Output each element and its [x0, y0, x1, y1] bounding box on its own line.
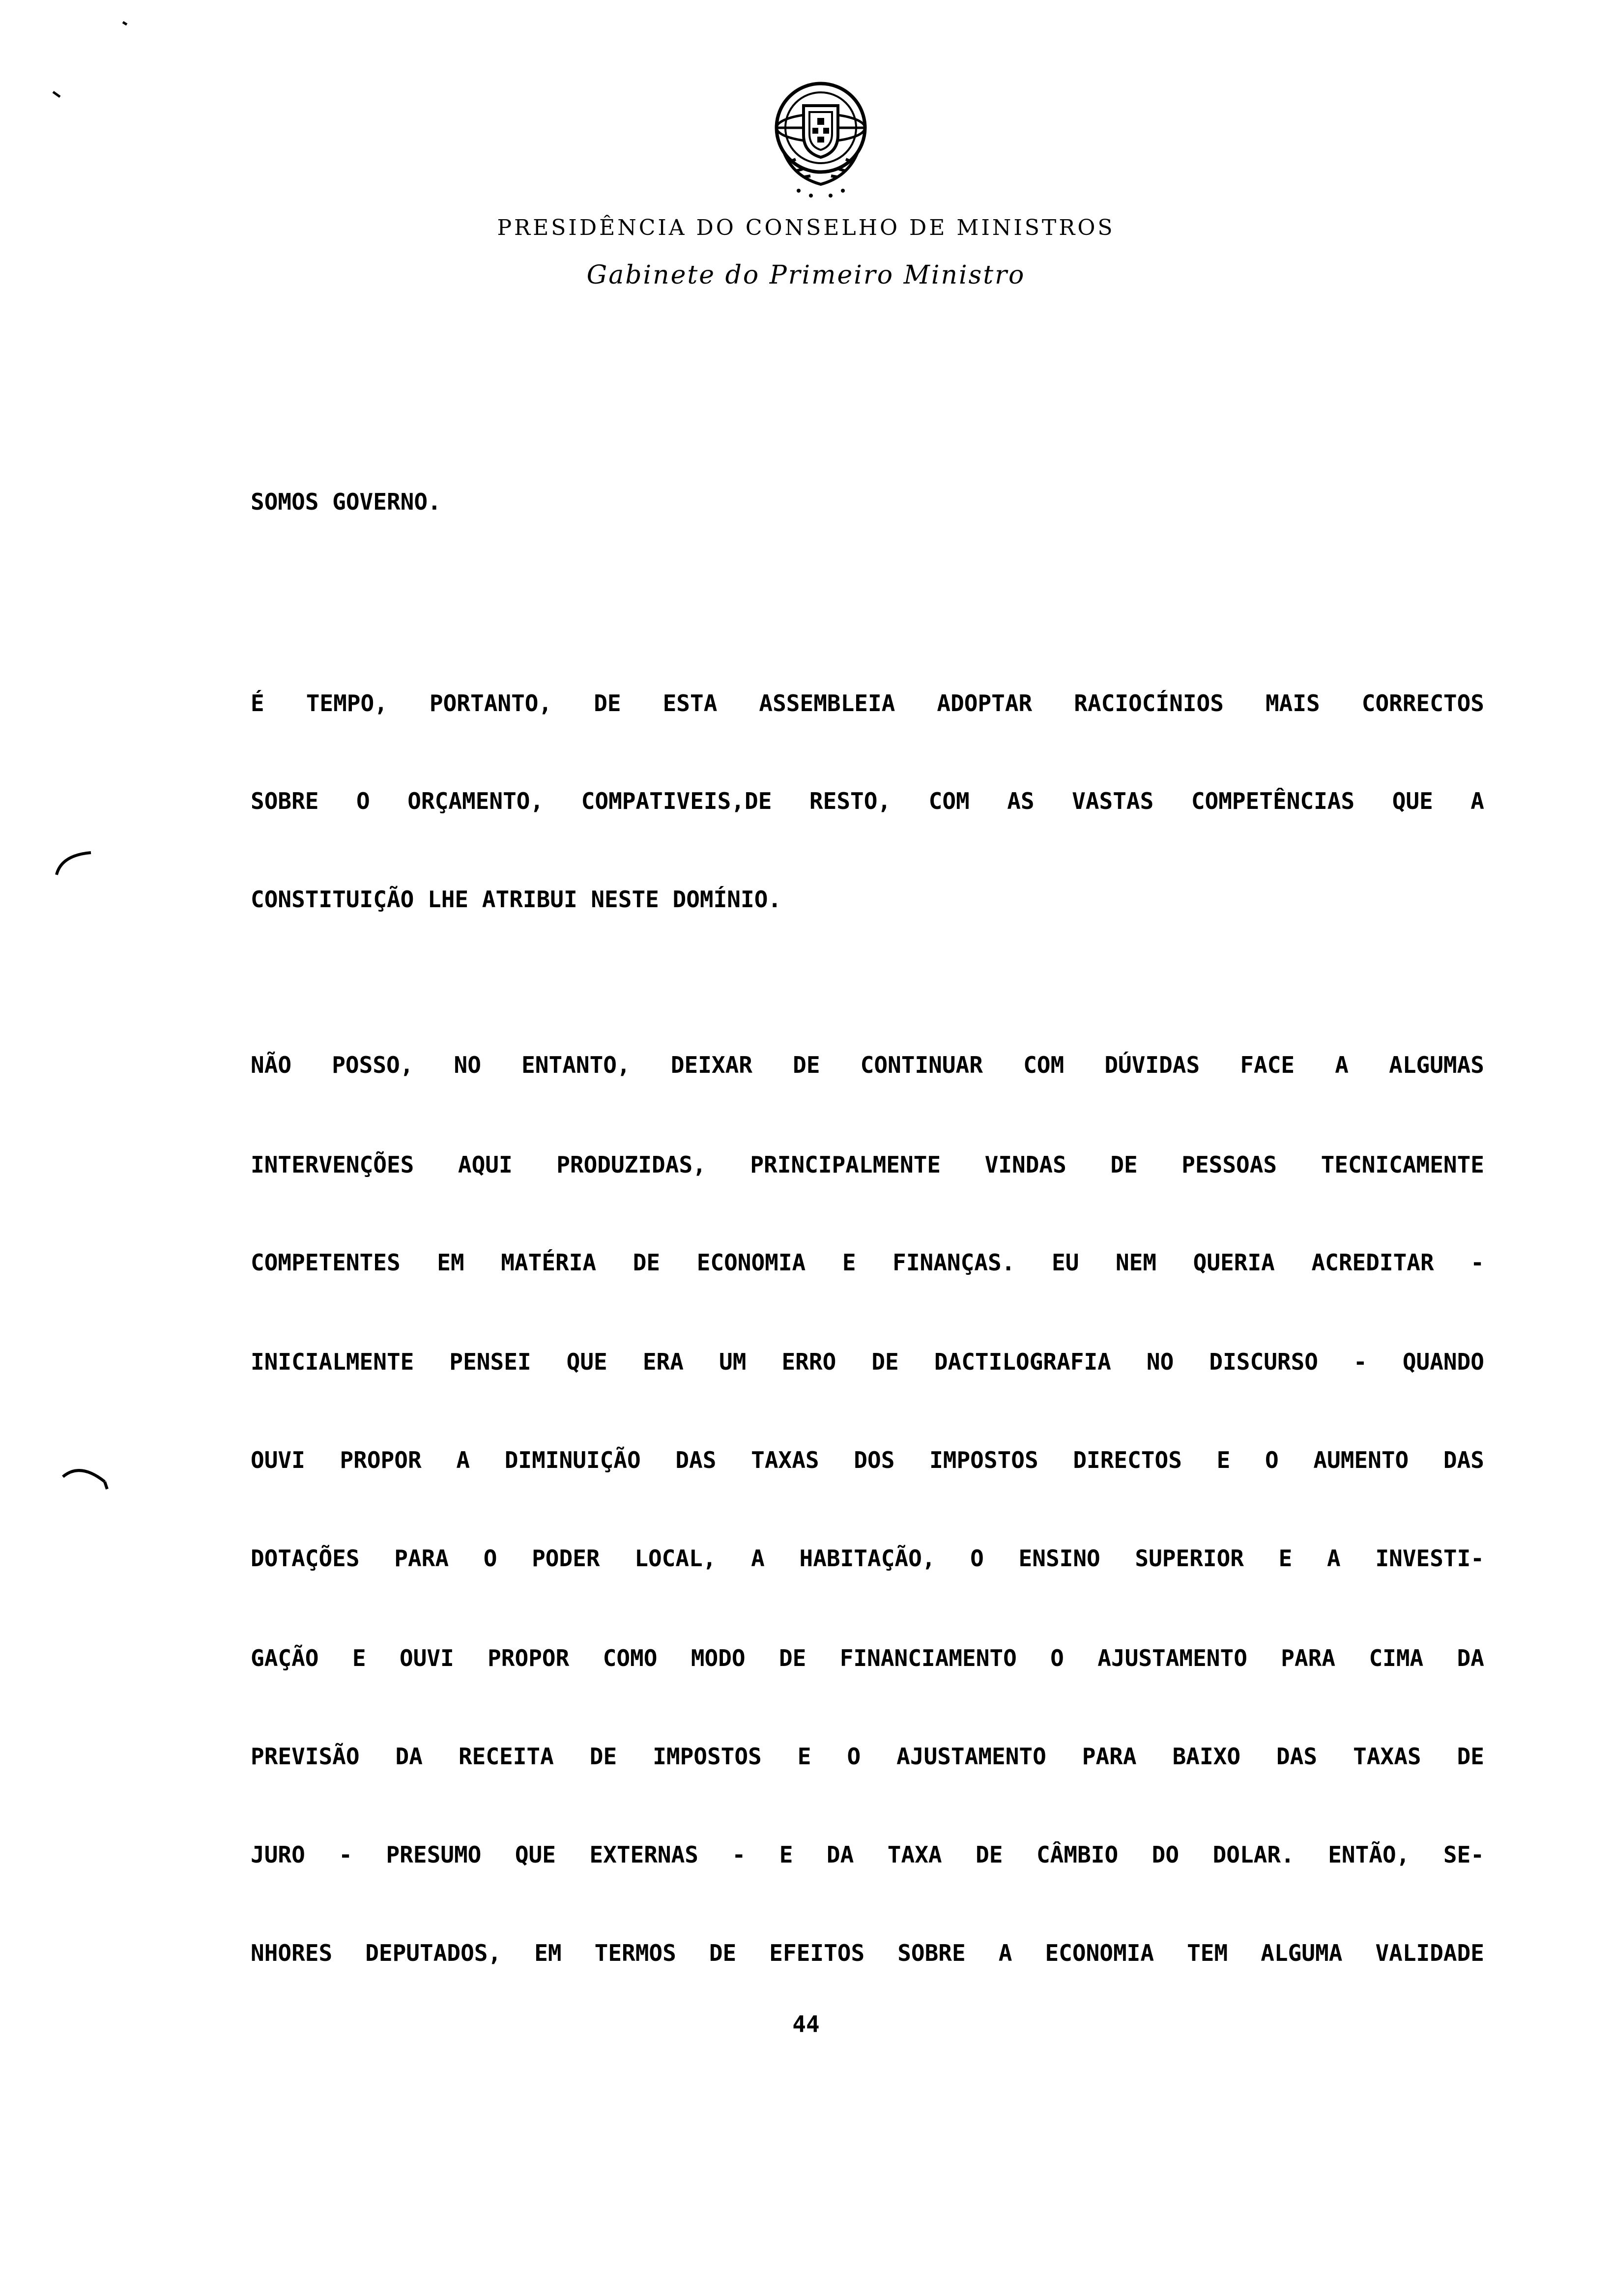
text-line: GAÇÃO E OUVI PROPOR COMO MODO DE FINANCIAMENTO O AJUSTAMENTO PARA CIMA DA [251, 1645, 1484, 1671]
text-line: JURO - PRESUMO QUE EXTERNAS - E DA TAXA DE CÂMBIO DO DOLAR. ENTÃO, SE- [251, 1841, 1484, 1868]
letterhead-subtitle: Gabinete do Primeiro Ministro [586, 260, 1026, 290]
letterhead-title: PRESIDÊNCIA DO CONSELHO DE MINISTROS [497, 215, 1115, 240]
text-line: INTERVENÇÕES AQUI PRODUZIDAS, PRINCIPALMENTE VINDAS DE PESSOAS TECNICAMENTE [251, 1151, 1484, 1178]
text-line: É TEMPO, PORTANTO, DE ESTA ASSEMBLEIA ADOPTAR RACIOCÍNIOS MAIS CORRECTOS [251, 690, 1484, 717]
margin-bracket-icon [58, 1457, 112, 1492]
page-number: 44 [792, 2011, 820, 2038]
text-line: COMPETENTES EM MATÉRIA DE ECONOMIA E FINANÇAS. EU NEM QUERIA ACREDITAR - [251, 1249, 1484, 1276]
text-line: NÃO POSSO, NO ENTANTO, DEIXAR DE CONTINUAR COM DÚVIDAS FACE A ALGUMAS [251, 1052, 1484, 1078]
scan-mark-icon [49, 86, 69, 101]
text-line: OUVI PROPOR A DIMINUIÇÃO DAS TAXAS DOS IMPOSTOS DIRECTOS E O AUMENTO DAS [251, 1447, 1484, 1473]
margin-bracket-icon [49, 845, 98, 880]
text-line: PREVISÃO DA RECEITA DE IMPOSTOS E O AJUSTAMENTO PARA BAIXO DAS TAXAS DE [251, 1743, 1484, 1770]
text-line: INICIALMENTE PENSEI QUE ERA UM ERRO DE DACTILOGRAFIA NO DISCURSO - QUANDO [251, 1349, 1484, 1375]
text-line: NHORES DEPUTADOS, EM TERMOS DE EFEITOS SOBRE A ECONOMIA TEM ALGUMA VALIDADE [251, 1940, 1484, 1966]
text-line: CONSTITUIÇÃO LHE ATRIBUI NESTE DOMÍNIO. [251, 886, 782, 913]
text-line: DOTAÇÕES PARA O PODER LOCAL, A HABITAÇÃO, O ENSINO SUPERIOR E A INVESTI- [251, 1545, 1484, 1572]
coat-of-arms-icon [764, 79, 877, 201]
text-line: SOMOS GOVERNO. [251, 488, 441, 515]
text-line: SOBRE O ORÇAMENTO, COMPATIVEIS,DE RESTO, COM AS VASTAS COMPETÊNCIAS QUE A [251, 788, 1484, 814]
scan-mark-icon [118, 15, 133, 29]
